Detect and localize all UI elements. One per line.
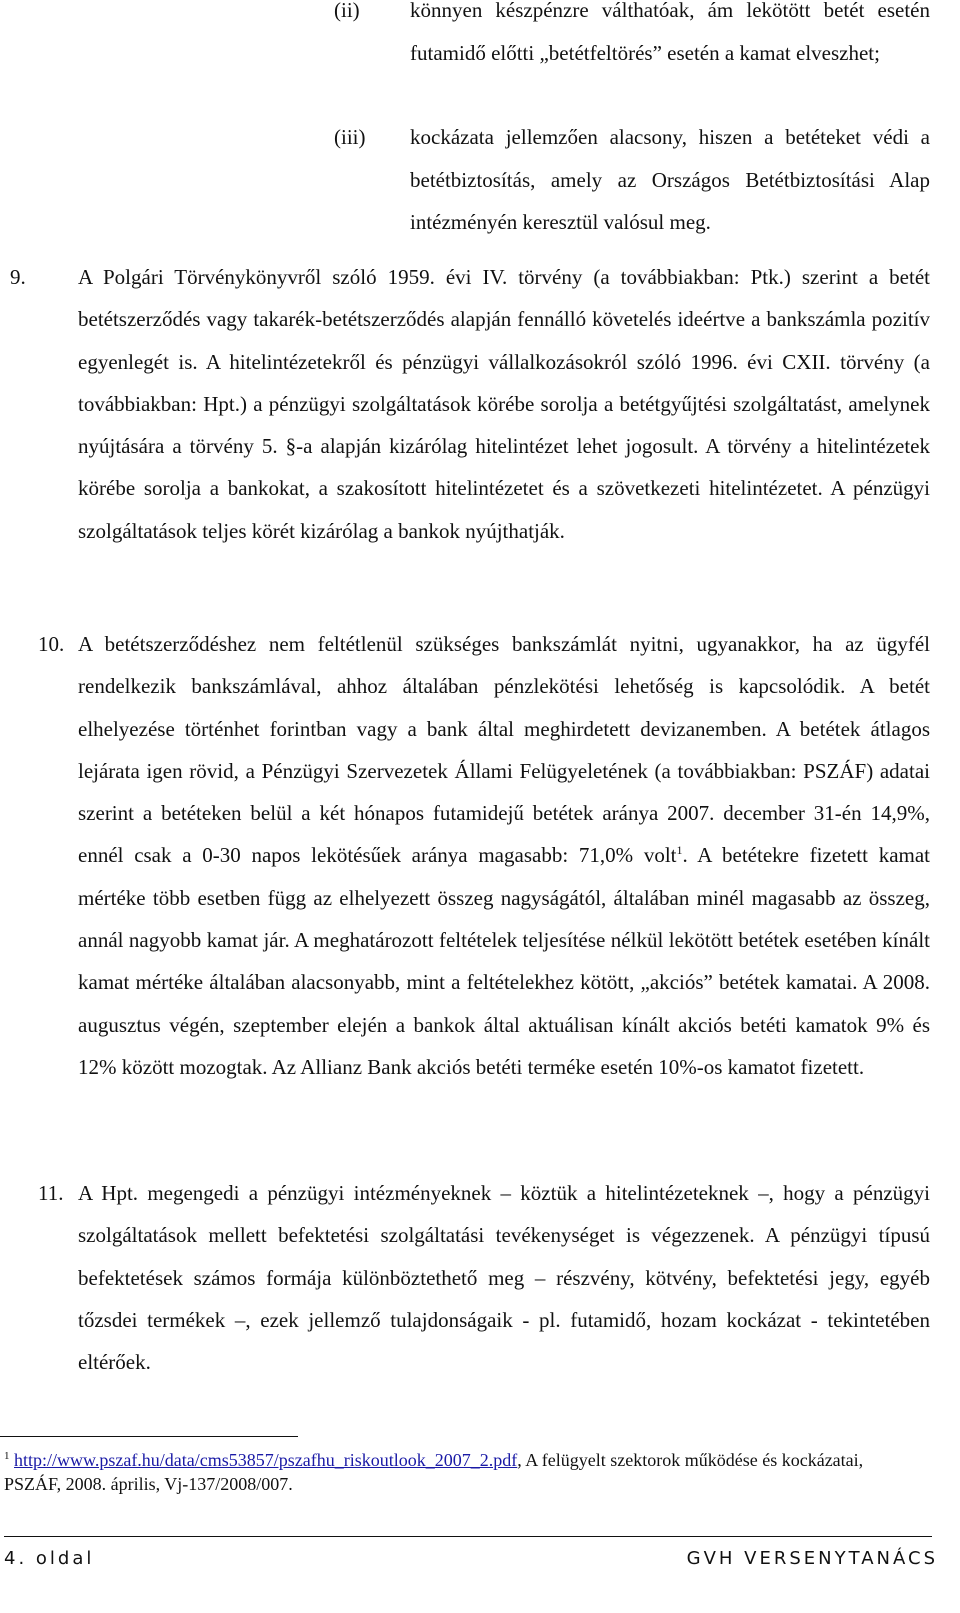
paragraph-number: 11. [38,1181,64,1205]
footnote-reference[interactable]: 1 [676,843,683,858]
list-item-text: könnyen készpénzre válthatóak, ám lekötött betét esetén futamidő előtti „betétfeltörés” esetén a kamat elveszhet; [410,0,930,65]
footnote-marker: 1 [4,1450,10,1462]
footnote [4,1448,890,1496]
list-item-label: (ii) [334,0,360,22]
paragraph-text-part: A betétszerződéshez nem feltétlenül szükséges bankszámlát nyitni, ugyanakkor, ha az ügyfél rendelkezik bankszámlával, ahhoz általában pénzlekötési lehetőség is kapcsolódik. A betét elhelyezése történhet forintban vagy a bank által meghirdetett devizanemben. A betétek átlagos lejárata igen rövid, a Pénzügyi Szervezetek Állami Felügyeletének (a továbbiakban: PSZÁF) adatai szerint a betéteken belül a két hónapos futamidejű betétek aránya 2007. december 31-én 14,9%, ennél csak a 0-30 napos lekötésűek aránya magasabb: 71,0% volt [78,632,930,868]
footnote-text: , A felügyelt szektorok működése és kockázatai, PSZÁF, 2008. április, Vj-137/2008/007. [4,1450,864,1494]
list-item-text: kockázata jellemzően alacsony, hiszen a betéteket védi a betétbiztosítás, amely az Országos Betétbiztosítási Alap intézményén keresztül valósul meg. [410,125,930,234]
page-number: 4. oldal [4,1548,95,1569]
paragraph-number: 9. [10,265,26,289]
paragraph-text [78,623,930,1088]
list-item-label: (iii) [334,125,366,149]
footnote-divider [0,1436,298,1437]
footer-organization: GVH VERSENYTANÁCS [686,1548,938,1569]
paragraph-text-part: . A betétekre fizetett kamat mértéke több esetben függ az elhelyezett összeg nagyságától, általában minél magasabb az összeg, annál nagyobb kamat jár. A meghatározott feltételek teljesítése nélkül lekötött betétek esetében kínált kamat mértéke általában alacsonyabb, mint a feltételekhez kötött, „akciós” betétek kamatai. A 2008. augusztus végén, szeptember elején a bankok által aktuálisan kínált akciós betéti kamatok 9% és 12% között mozogtak. Az Allianz Bank akciós betéti terméke esetén 10%-os kamatot fizetett. [78,843,930,1079]
footnote-link[interactable]: http://www.pszaf.hu/data/cms53857/pszafhu_riskoutlook_2007_2.pdf [14,1450,518,1470]
paragraph-text: A Polgári Törvénykönyvről szóló 1959. évi IV. törvény (a továbbiakban: Ptk.) szerint a betét betétszerződés vagy takarék-betétszerződés alapján fennálló követelés ideértve a bankszámla pozitív egyenlegét is. A hitelintézetekről és pénzügyi vállalkozásokról szóló 1996. évi CXII. törvény (a továbbiakban: Hpt.) a pénzügyi szolgáltatások körébe sorolja a betétgyűjtési szolgáltatást, amelynek nyújtására a törvény 5. §-a alapján kizárólag hitelintézet lehet jogosult. A törvény a hitelintézetek körébe sorolja a bankokat, a szakosított hitelintézetet és a szövetkezeti hitelintézetet. A pénzügyi szolgáltatások teljes körét kizárólag a bankok nyújthatják. [78,265,930,543]
footer-divider [4,1536,932,1537]
paragraph-number: 10. [38,632,65,656]
paragraph-text: A Hpt. megengedi a pénzügyi intézményeknek – köztük a hitelintézeteknek –, hogy a pénzügyi szolgáltatások mellett befektetési szolgáltatási tevékenységet is végezzenek. A pénzügyi típusú befektetések számos formája különböztethető meg – részvény, kötvény, befektetési jegy, egyéb tőzsdei termékek –, ezek jellemző tulajdonságaik - pl. futamidő, hozam kockázat - tekintetében eltérőek. [78,1181,930,1375]
